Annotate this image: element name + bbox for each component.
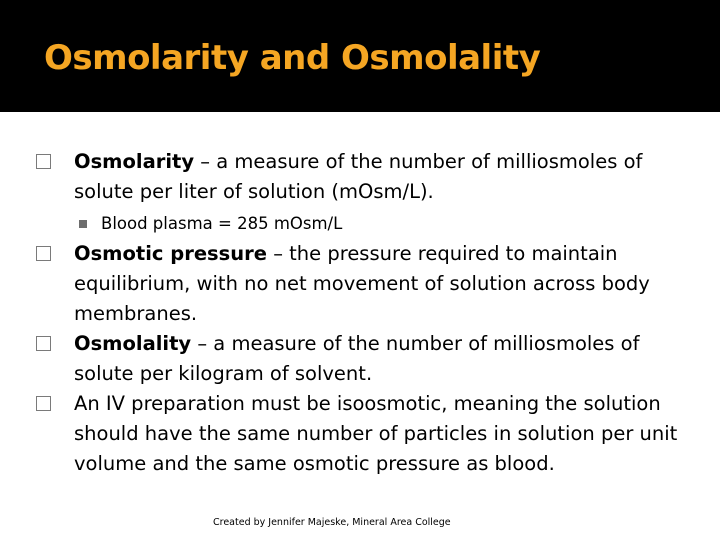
bullet-text: – a measure of the number of milliosmoles of solute per kilogram of solvent. [74, 332, 640, 385]
bullet-osmolarity [34, 147, 694, 207]
bullet-osmotic-pressure [34, 239, 694, 329]
subbullet-text: Blood plasma = 285 mOsm/L [101, 214, 343, 233]
checkbox-square-icon [36, 336, 51, 351]
bullet-term: Osmotic pressure [74, 242, 267, 265]
subbullet-blood-plasma [34, 211, 694, 237]
footer-credit: Created by Jennifer Majeske, Mineral Area College [213, 517, 451, 528]
bullet-text: – a measure of the number of milliosmoles of solute per liter of solution (mOsm/L). [74, 150, 643, 203]
bullet-term: Osmolarity [74, 150, 195, 173]
title-bar [0, 0, 720, 112]
checkbox-square-icon [36, 396, 51, 411]
bullet-osmolality [34, 329, 694, 389]
slide-body [34, 147, 694, 479]
filled-square-icon [79, 220, 87, 228]
checkbox-square-icon [36, 246, 51, 261]
checkbox-square-icon [36, 154, 51, 169]
bullet-iv-preparation [34, 389, 694, 479]
bullet-term: Osmolality [74, 332, 192, 355]
bullet-text: An IV preparation must be isoosmotic, meaning the solution should have the same number of particles in solution per unit volume and the same osmotic pressure as blood. [74, 392, 678, 475]
bullet-text: – the pressure required to maintain equilibrium, with no net movement of solution across body membranes. [74, 242, 650, 325]
slide-title: Osmolarity and Osmolality [44, 38, 541, 78]
